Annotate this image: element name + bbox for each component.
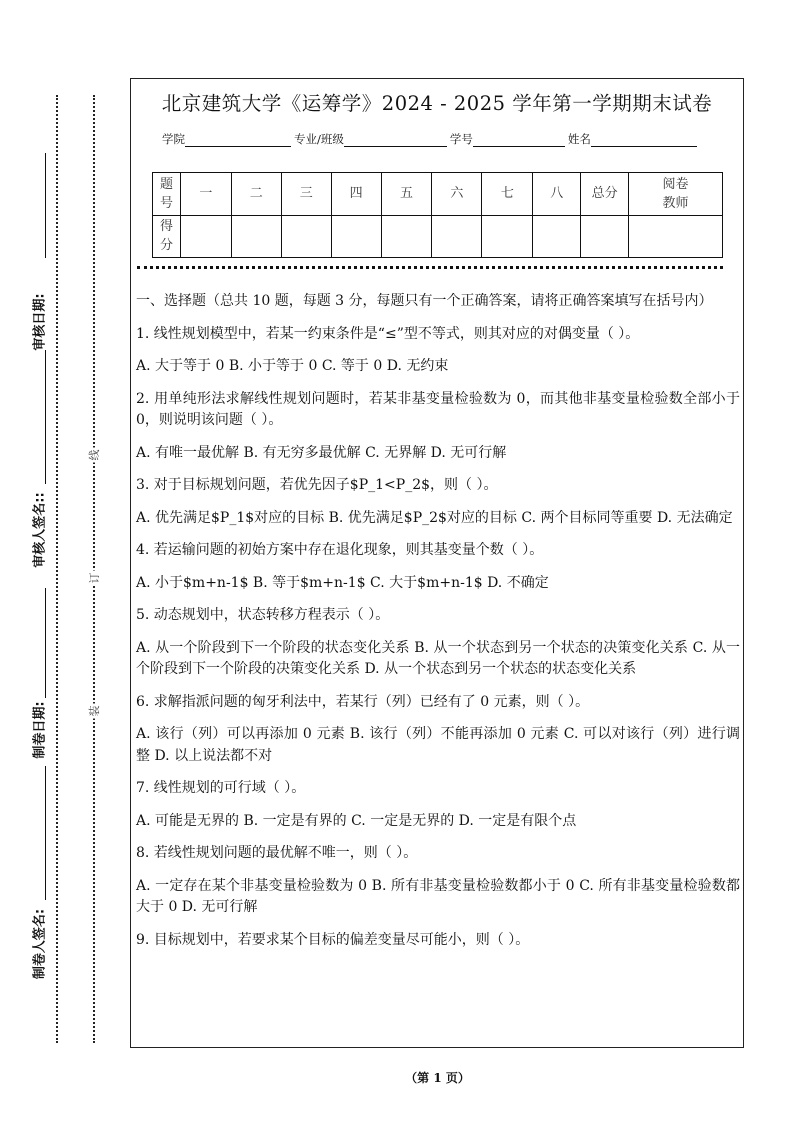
question-number-row xyxy=(153,173,723,216)
score-cell[interactable] xyxy=(482,215,533,258)
question-stem: 6. 求解指派问题的匈牙利法中，若某行（列）已经有了 0 元素，则（ ）。 xyxy=(136,693,590,710)
section-divider xyxy=(137,266,723,269)
signature-line xyxy=(45,153,46,258)
question-stem: 2. 用单纯形法求解线性规划问题时，若某非基变量检验数为 0，而其他非基变量检验数全部小于 0，则说明该问题（ ）。 xyxy=(136,390,740,428)
page-number: （第 1 页） xyxy=(405,1071,470,1085)
col-header: 七 xyxy=(482,173,533,216)
question-stem: 8. 若线性规划问题的最优解不唯一，则（ ）。 xyxy=(136,845,418,861)
col-header: 三 xyxy=(281,173,331,216)
answer-options: A. 优先满足$P_1$对应的目标 B. 优先满足$P_2$对应的目标 C. 两个目标同等重要 D. 无法确定 xyxy=(136,509,733,526)
answer-options: A. 小于$m+n-1$ B. 等于$m+n-1$ C. 大于$m+n-1$ D. 不确定 xyxy=(136,574,549,591)
grader-header: 阅卷 教师 xyxy=(629,173,723,216)
score-cell[interactable] xyxy=(281,215,331,258)
question-number-header: 题 号 xyxy=(153,173,181,216)
question-stem: 1. 线性规划模型中，若某一约束条件是“≤”型不等式，则其对应的对偶变量（ ）。 xyxy=(136,325,640,342)
question-stem: 3. 对于目标规划问题，若优先因子$P_1<P_2$，则（ ）。 xyxy=(136,477,498,493)
question-section xyxy=(136,291,740,962)
score-cell[interactable] xyxy=(381,215,432,258)
cut-mark-zhuang: 装 xyxy=(88,705,101,717)
score-cell[interactable] xyxy=(581,215,629,258)
major-class-label: 专业/班级 xyxy=(294,132,344,146)
col-header: 一 xyxy=(180,173,231,216)
signature-line xyxy=(45,766,46,900)
score-table xyxy=(152,172,723,258)
question-stem: 7. 线性规划的可行域（ ）。 xyxy=(136,780,306,796)
col-header: 八 xyxy=(533,173,581,216)
answer-options: A. 有唯一最优解 B. 有无穷多最优解 C. 无界解 D. 无可行解 xyxy=(136,444,507,461)
exam-title: 北京建筑大学《运筹学》2024 - 2025 学年第一学期期末试卷 xyxy=(161,92,713,115)
maker-signature-label: 制卷人签名: xyxy=(32,908,48,980)
answer-options: A. 从一个阶段到下一个阶段的状态变化关系 B. 从一个状态到另一个状态的决策变化关系 C. 从一个阶段到下一个阶段的决策变化关系 D. 从一个状态到另一个状态的状态变化关系 xyxy=(136,639,740,677)
question-list xyxy=(136,324,740,952)
col-header: 六 xyxy=(432,173,482,216)
name-label: 姓名 xyxy=(567,132,591,146)
score-row-header: 得 分 xyxy=(153,215,181,258)
answer-options: A. 一定存在某个非基变量检验数为 0 B. 所有非基变量检验数都小于 0 C. 所有非基变量检验数都大于 0 D. 无可行解 xyxy=(136,877,740,915)
student-id-field[interactable] xyxy=(473,132,565,147)
name-field[interactable] xyxy=(591,132,697,147)
major-class-field[interactable] xyxy=(344,132,447,147)
college-field[interactable] xyxy=(185,132,291,147)
answer-options: A. 可能是无界的 B. 一定是有界的 C. 一定是无界的 D. 一定是有限个点 xyxy=(136,812,577,829)
answer-options: A. 大于等于 0 B. 小于等于 0 C. 等于 0 D. 无约束 xyxy=(136,358,449,374)
col-header: 五 xyxy=(381,173,432,216)
question-stem: 5. 动态规划中，状态转移方程表示（ ）。 xyxy=(136,607,390,623)
reviewer-signature-label: 审核人签名:: xyxy=(32,492,48,568)
answer-options: A. 该行（列）可以再添加 0 元素 B. 该行（列）不能再添加 0 元素 C. 可以对该行（列）进行调整 D. 以上说法都不对 xyxy=(136,726,740,764)
signature-line xyxy=(45,350,46,484)
score-row xyxy=(153,215,723,258)
total-header: 总分 xyxy=(581,173,629,216)
binding-dotted-line-inner xyxy=(93,95,95,1043)
question-stem: 9. 目标规划中，若要求某个目标的偏差变量尽可能小，则（ ）。 xyxy=(136,931,530,948)
score-cell[interactable] xyxy=(180,215,231,258)
student-info-row xyxy=(162,131,700,147)
score-cell[interactable] xyxy=(533,215,581,258)
score-cell[interactable] xyxy=(231,215,281,258)
question-stem: 4. 若运输问题的初始方案中存在退化现象，则其基变量个数（ ）。 xyxy=(136,542,544,558)
maker-date-label: 制卷日期: xyxy=(32,701,48,759)
review-date-label: 审核日期: xyxy=(32,293,48,351)
score-cell[interactable] xyxy=(432,215,482,258)
signature-line xyxy=(45,588,46,698)
student-id-label: 学号 xyxy=(449,132,473,146)
cut-mark-xian: 线 xyxy=(88,449,101,461)
col-header: 四 xyxy=(331,173,381,216)
cut-mark-ding: 订 xyxy=(88,572,101,584)
college-label: 学院 xyxy=(162,132,185,146)
col-header: 二 xyxy=(231,173,281,216)
score-cell[interactable] xyxy=(331,215,381,258)
score-cell[interactable] xyxy=(629,215,723,258)
section-heading: 一、选择题（总共 10 题，每题 3 分，每题只有一个正确答案，请将正确答案填写在括号内） xyxy=(136,293,713,309)
binding-dotted-line-outer xyxy=(56,95,58,1043)
